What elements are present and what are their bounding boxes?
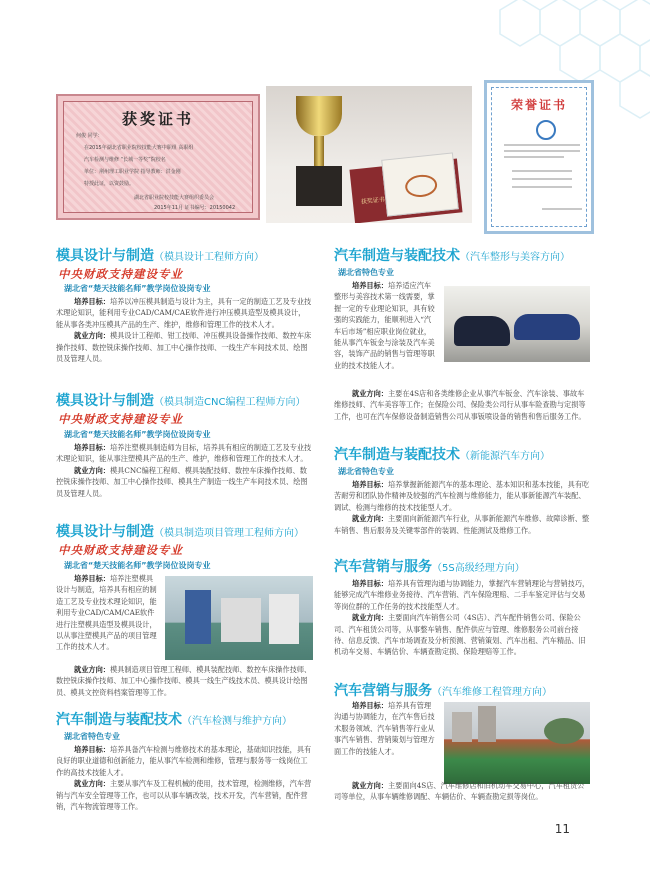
book-label: 获奖证书 bbox=[360, 196, 386, 206]
section-body: 培养目标：培养适应汽车整形与美容技术第一线需要，掌握一定的专业理论知识，具有较强的实践能力，能顺利进入“汽车后市场”相应职业岗位就业，能从事汽车钣金与涂装及汽车美容，装饰产品的销售与管理等职业的技术技能人才。 bbox=[334, 281, 435, 370]
cert-line: 汽车检测与维修 “长城一等奖”院校名 bbox=[84, 157, 166, 163]
page-number: 11 bbox=[554, 822, 570, 836]
section-heading: 汽车营销与服务（汽车维修工程管理方向） bbox=[334, 683, 552, 699]
program-tag: 湖北省“楚天技能名师”教学岗位设岗专业 bbox=[64, 430, 211, 439]
section-heading: 汽车营销与服务（5S高级经理方向） bbox=[334, 559, 525, 575]
section-heading: 汽车制造与装配技术（汽车整形与美容方向） bbox=[334, 248, 570, 264]
funding-banner: 中央财政支持建设专业 bbox=[58, 267, 183, 281]
section-body: 培养目标：培养具有管理沟通与协调能力，掌握汽车营销理论与营销技巧，能够完成汽车维修业务接待、汽车营销、汽车保险理赔、二手车鉴定评估与交易等岗位群的工作任务的技术技能型人才。 就业方向：主要面向汽车销售公司（4S店）、汽车配件销售公司、保险公司、汽车租赁公司等，从事整车销售、配件供应与管理、维修服务公司前台接待、信息反馈、汽车市场调查及分析预测、营销策划、汽车出租、汽车精品、旧机动车交易、车辆估价、车辆查勘定损、保险理赔等工作。 bbox=[334, 579, 590, 657]
section-body: 培养目标：培养注塑模具设计与制造，培养具有相应的制造工艺及专业技术理论知识，能利用专业CAD/CAM/CAE软件进行注塑模具造型及模具设计，以从事注塑模具产品的项目管理工作的技术人才。 bbox=[56, 574, 157, 652]
funding-banner: 中央财政支持建设专业 bbox=[58, 412, 183, 426]
section-heading: 汽车制造与装配技术（汽车检测与维护方向） bbox=[56, 712, 292, 728]
section-body: 培养目标：培养注塑模具制造师为目标，培养具有相应的制造工艺及专业技术理论知识，能从事注塑模具产品的生产、维护，维修和管理工作的技术人才。 就业方向：模具CNC编程工程师、模具装配技师、数控车床操作技师、数控铣床操作技师、加工中心操作技师、模具生产制造一线生产车间技术员、绘图员及管理人员。 bbox=[56, 443, 312, 498]
award-certificate-photo bbox=[56, 94, 260, 220]
trophy-photo bbox=[266, 86, 472, 223]
program-tag: 湖北省“楚天技能名师”教学岗位设岗专业 bbox=[64, 284, 211, 293]
section-body: 培养目标：培养具有管理沟通与协调能力，在汽车售后技术服务领域、汽车销售等行业从事汽车销售、营销策划与管理方面工作的技能人才。 bbox=[334, 701, 435, 756]
cert-line: 何俊 同学： bbox=[76, 133, 103, 139]
cert-line: 单位：荆州理工职业学院 指导教师：洪金刚 bbox=[84, 169, 181, 175]
program-tag: 湖北省“楚天技能名师”教学岗位设岗专业 bbox=[64, 561, 211, 570]
section-body: 培养目标：培养掌握新能源汽车的基本理论、基本知识和基本技能，具有吃苦耐劳和团队协作精神及较强的汽车检测与维修能力，能从事新能源汽车装配、调试、检测与维修的技术技能型人才。 就业方向：主要面向新能源汽车行业，从事新能源汽车维修、故障诊断、整车销售、售后服务及关键零部件的装调、性能测试及维修工作。 bbox=[334, 480, 590, 535]
section-body: 就业方向：主要面向4S店、汽车维修店和旧机动车交易中心，汽车租赁公司等单位，从事车辆维修调配、车辆估价、车辆查勘定损等岗位。 bbox=[334, 781, 585, 802]
section-body: 就业方向：主要在4S店和各类维修企业从事汽车钣金、汽车涂装、事故车维修技师、汽车美容等工作；在保险公司、保险类公司行从事车险查勘与定损等工作，也可在汽车保修设备制造销售公司从事钣喷设备的销售和售后服务工作。 bbox=[334, 389, 586, 421]
cert-line: 特授此证，以资鼓励。 bbox=[84, 181, 135, 187]
section-body: 培养目标：培养具备汽车检测与维修技术的基本理论，基础知识技能，具有良好的职业道德和创新能力，能从事汽车检测和维修，管理与服务等一线岗位工作的高技术技能人才。 就业方向：主要从事汽车及工程机械的使用，技术管理，检测维修，汽车营销与汽车安全管理等工作，也可以从事车辆改装，技术开发，汽车营销，配件营销，汽车物流管理等工作。 bbox=[56, 745, 312, 812]
cert-line: 2015年11月 证书编号：20150042 bbox=[154, 205, 236, 211]
funding-banner: 中央财政支持建设专业 bbox=[58, 543, 183, 557]
section-heading: 模具设计与制造（模具制造项目管理工程师方向） bbox=[56, 524, 304, 540]
section-body: 就业方向：模具制造项目管理工程师、模具装配技师、数控车床操作技师、数控铣床操作技师、加工中心操作技师、模具一线生产线技术员、模具设计绘图员、模具文控资料档案管理等工作。 bbox=[56, 665, 312, 697]
program-tag: 湖北省特色专业 bbox=[64, 732, 120, 741]
workshop-photo bbox=[165, 576, 313, 660]
car-workshop-photo bbox=[444, 286, 590, 362]
cert-line: 在2015年湖北省职业院校技能大赛中职组 高职组 bbox=[84, 145, 194, 151]
section-heading: 模具设计与制造（模具制造CNC编程工程师方向） bbox=[56, 393, 306, 409]
section-heading: 汽车制造与装配技术（新能源汽车方向） bbox=[334, 447, 550, 463]
logo-icon bbox=[536, 120, 556, 140]
program-tag: 湖北省特色专业 bbox=[338, 467, 394, 476]
honor-certificate-photo bbox=[484, 80, 594, 234]
cert-line: 湖北省职业院校技能大赛组织委员会 bbox=[134, 195, 215, 201]
section-heading: 模具设计与制造（模具设计工程师方向） bbox=[56, 248, 264, 264]
certificate-title: 获奖证书 bbox=[121, 110, 194, 128]
honor-certificate-title: 荣誉证书 bbox=[510, 98, 567, 112]
section-body: 培养目标：培养以冲压模具制造与设计为主，具有一定的制造工艺及专业技术理论知识，能利用专业CAD/CAM/CAE软件进行冲压模具造型及模具设计，能从事各类冲压模具产品的生产、维护，维修和管理工作的技术人才。 就业方向：模具设计工程师、钳工技师、冲压模具设备操作技师、数控车床操作技师、数控铣床操作技师、加工中心操作技师、一线生产车间技术员、绘图员及管理人员。 bbox=[56, 297, 312, 364]
campus-photo bbox=[444, 702, 590, 784]
program-tag: 湖北省特色专业 bbox=[338, 268, 394, 277]
